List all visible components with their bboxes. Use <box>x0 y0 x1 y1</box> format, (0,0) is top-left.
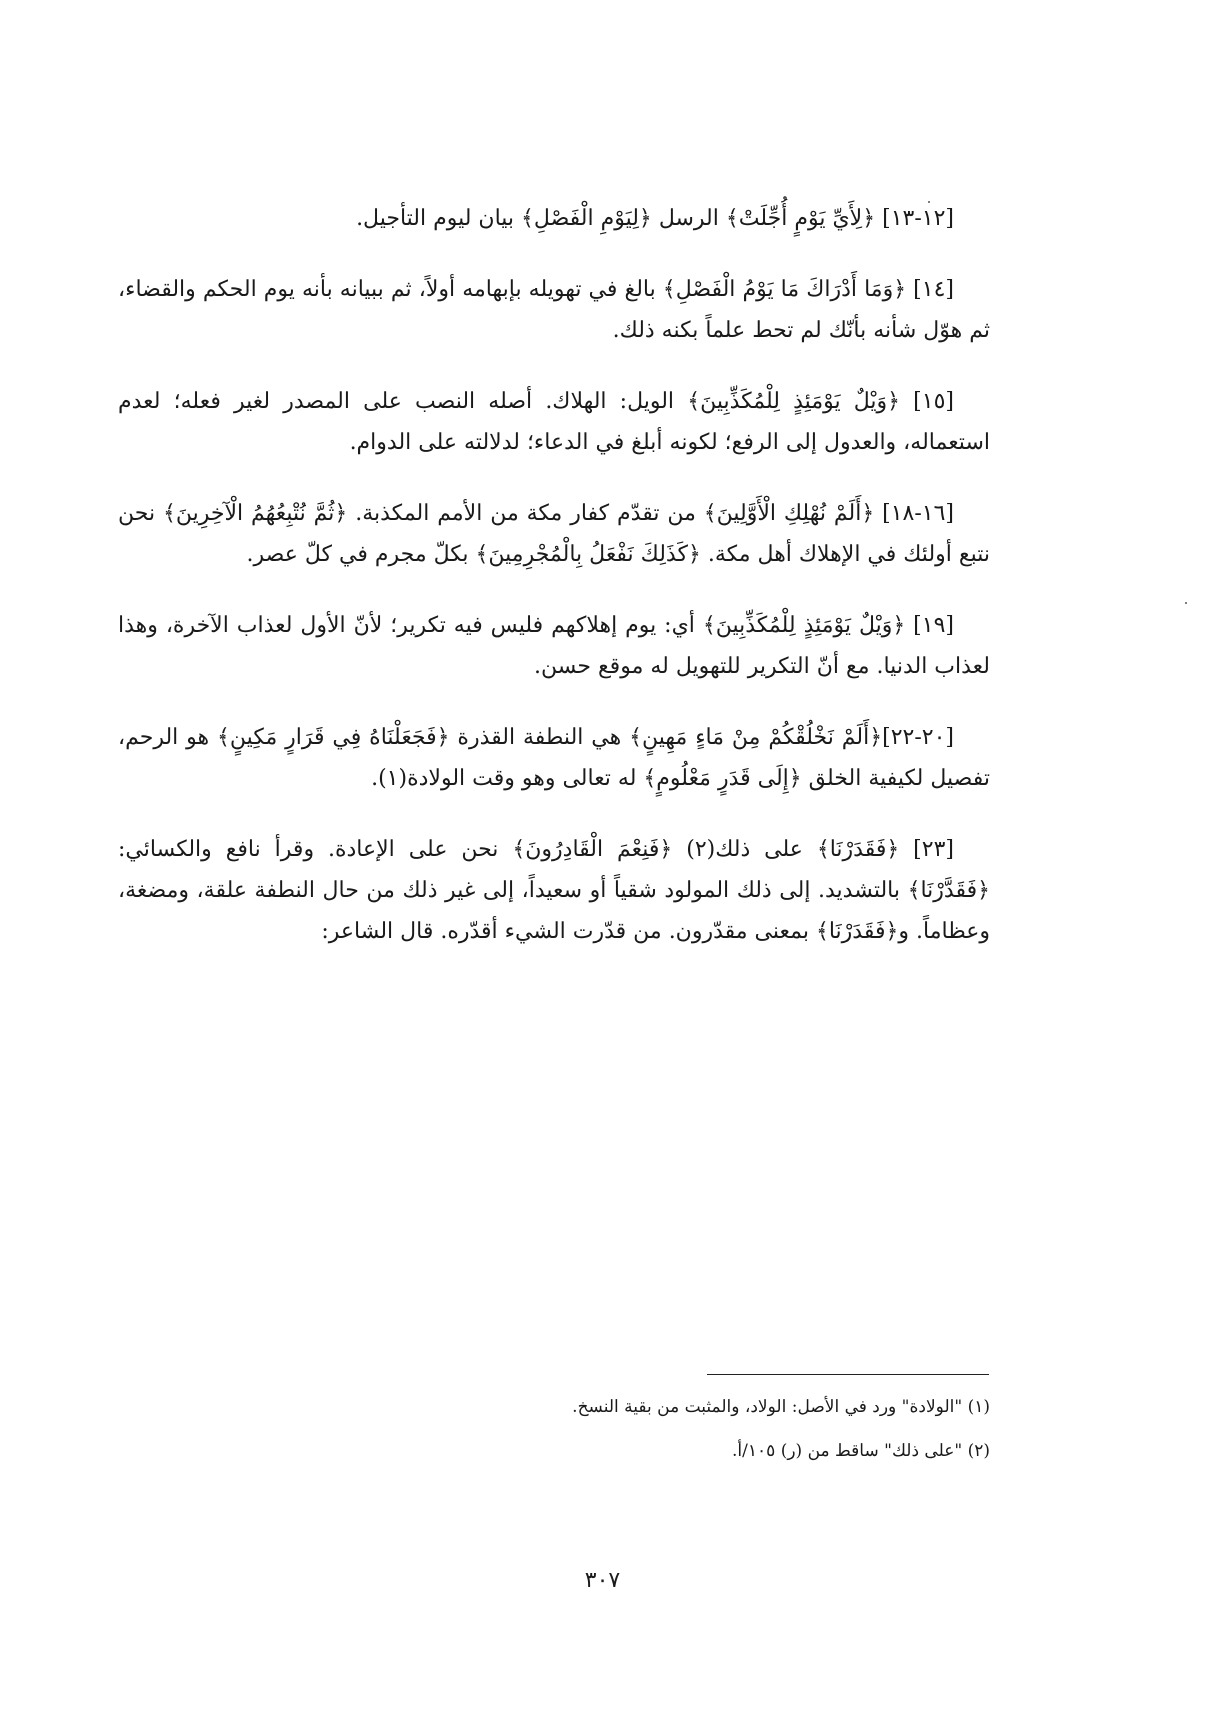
page-number: ٣٠٧ <box>584 1568 621 1593</box>
scan-speck <box>1185 602 1187 604</box>
paragraph-verse-23: [٢٣] ﴿فَقَدَرْنَا﴾ على ذلك(٢) ﴿فَنِعْمَ الْقَادِرُونَ﴾ نحن على الإعادة. وقرأ نافع والكسائي:﴿فَقَدَّرْنَا﴾ بالتشديد. إلى ذلك المولود شقياً أو سعيداً، إلى غير ذلك من حال النطفة علقة، ومضغة، وعظاماً. و﴿فَقَدَرْنَا﴾ بمعنى مقدّرون. من قدّرت الشيء أقدّره. قال الشاعر: <box>118 837 990 944</box>
paragraph-verses-16-18: [١٦-١٨] ﴿أَلَمْ نُهْلِكِ الْأَوَّلِينَ﴾ من تقدّم كفار مكة من الأمم المكذبة. ﴿ثُمَّ نُتْبِعُهُمُ الْآخِرِينَ﴾ نحن نتبع أولئك في الإهلاك أهل مكة. ﴿كَذَلِكَ نَفْعَلُ بِالْمُجْرِمِينَ﴾ بكلّ مجرم في كلّ عصر. <box>118 501 990 567</box>
scan-speck <box>928 201 930 203</box>
paragraph-verses-20-22: [٢٠-٢٢]﴿أَلَمْ نَخْلُقْكُمْ مِنْ مَاءٍ مَهِينٍ﴾ هي النطفة القذرة ﴿فَجَعَلْنَاهُ فِي قَرَارٍ مَكِينٍ﴾ هو الرحم، تفصيل لكيفية الخلق ﴿إِلَى قَدَرٍ مَعْلُومٍ﴾ له تعالى وهو وقت الولادة(١). <box>118 725 990 791</box>
paragraph-verse-15: [١٥] ﴿وَيْلٌ يَوْمَئِذٍ لِلْمُكَذِّبِينَ﴾ الويل: الهلاك. أصله النصب على المصدر لغير فعله؛ لعدم استعماله، والعدول إلى الرفع؛ لكونه أبلغ في الدعاء؛ لدلالته على الدوام. <box>118 389 990 455</box>
paragraph-verse-19: [١٩] ﴿وَيْلٌ يَوْمَئِذٍ لِلْمُكَذِّبِينَ﴾ أي: يوم إهلاكهم فليس فيه تكرير؛ لأنّ الأول لعذاب الآخرة، وهذا لعذاب الدنيا. مع أنّ التكرير للتهويل له موقع حسن. <box>118 613 990 679</box>
footnote-1: (١) "الولادة" ورد في الأصل: الولاد، والمثبت من بقية النسخ. <box>572 1397 990 1417</box>
main-text <box>118 198 990 982</box>
paragraph-verse-14: [١٤] ﴿وَمَا أَدْرَاكَ مَا يَوْمُ الْفَصْلِ﴾ بالغ في تهويله بإبهامه أولاً، ثم ببيانه بأنه يوم الحكم والقضاء، ثم هوّل شأنه بأنّك لم تحط علماً بكنه ذلك. <box>118 277 990 343</box>
paragraph-verses-12-13: [١٢-١٣] ﴿لِأَيِّ يَوْمٍ أُجِّلَتْ﴾ الرسل ﴿لِيَوْمِ الْفَصْلِ﴾ بيان ليوم التأجيل. <box>356 206 954 231</box>
footnote-divider <box>707 1374 989 1375</box>
footnotes <box>220 1394 990 1482</box>
footnote-2: (٢) "على ذلك" ساقط من (ر) ١٠٥/أ. <box>732 1441 990 1461</box>
